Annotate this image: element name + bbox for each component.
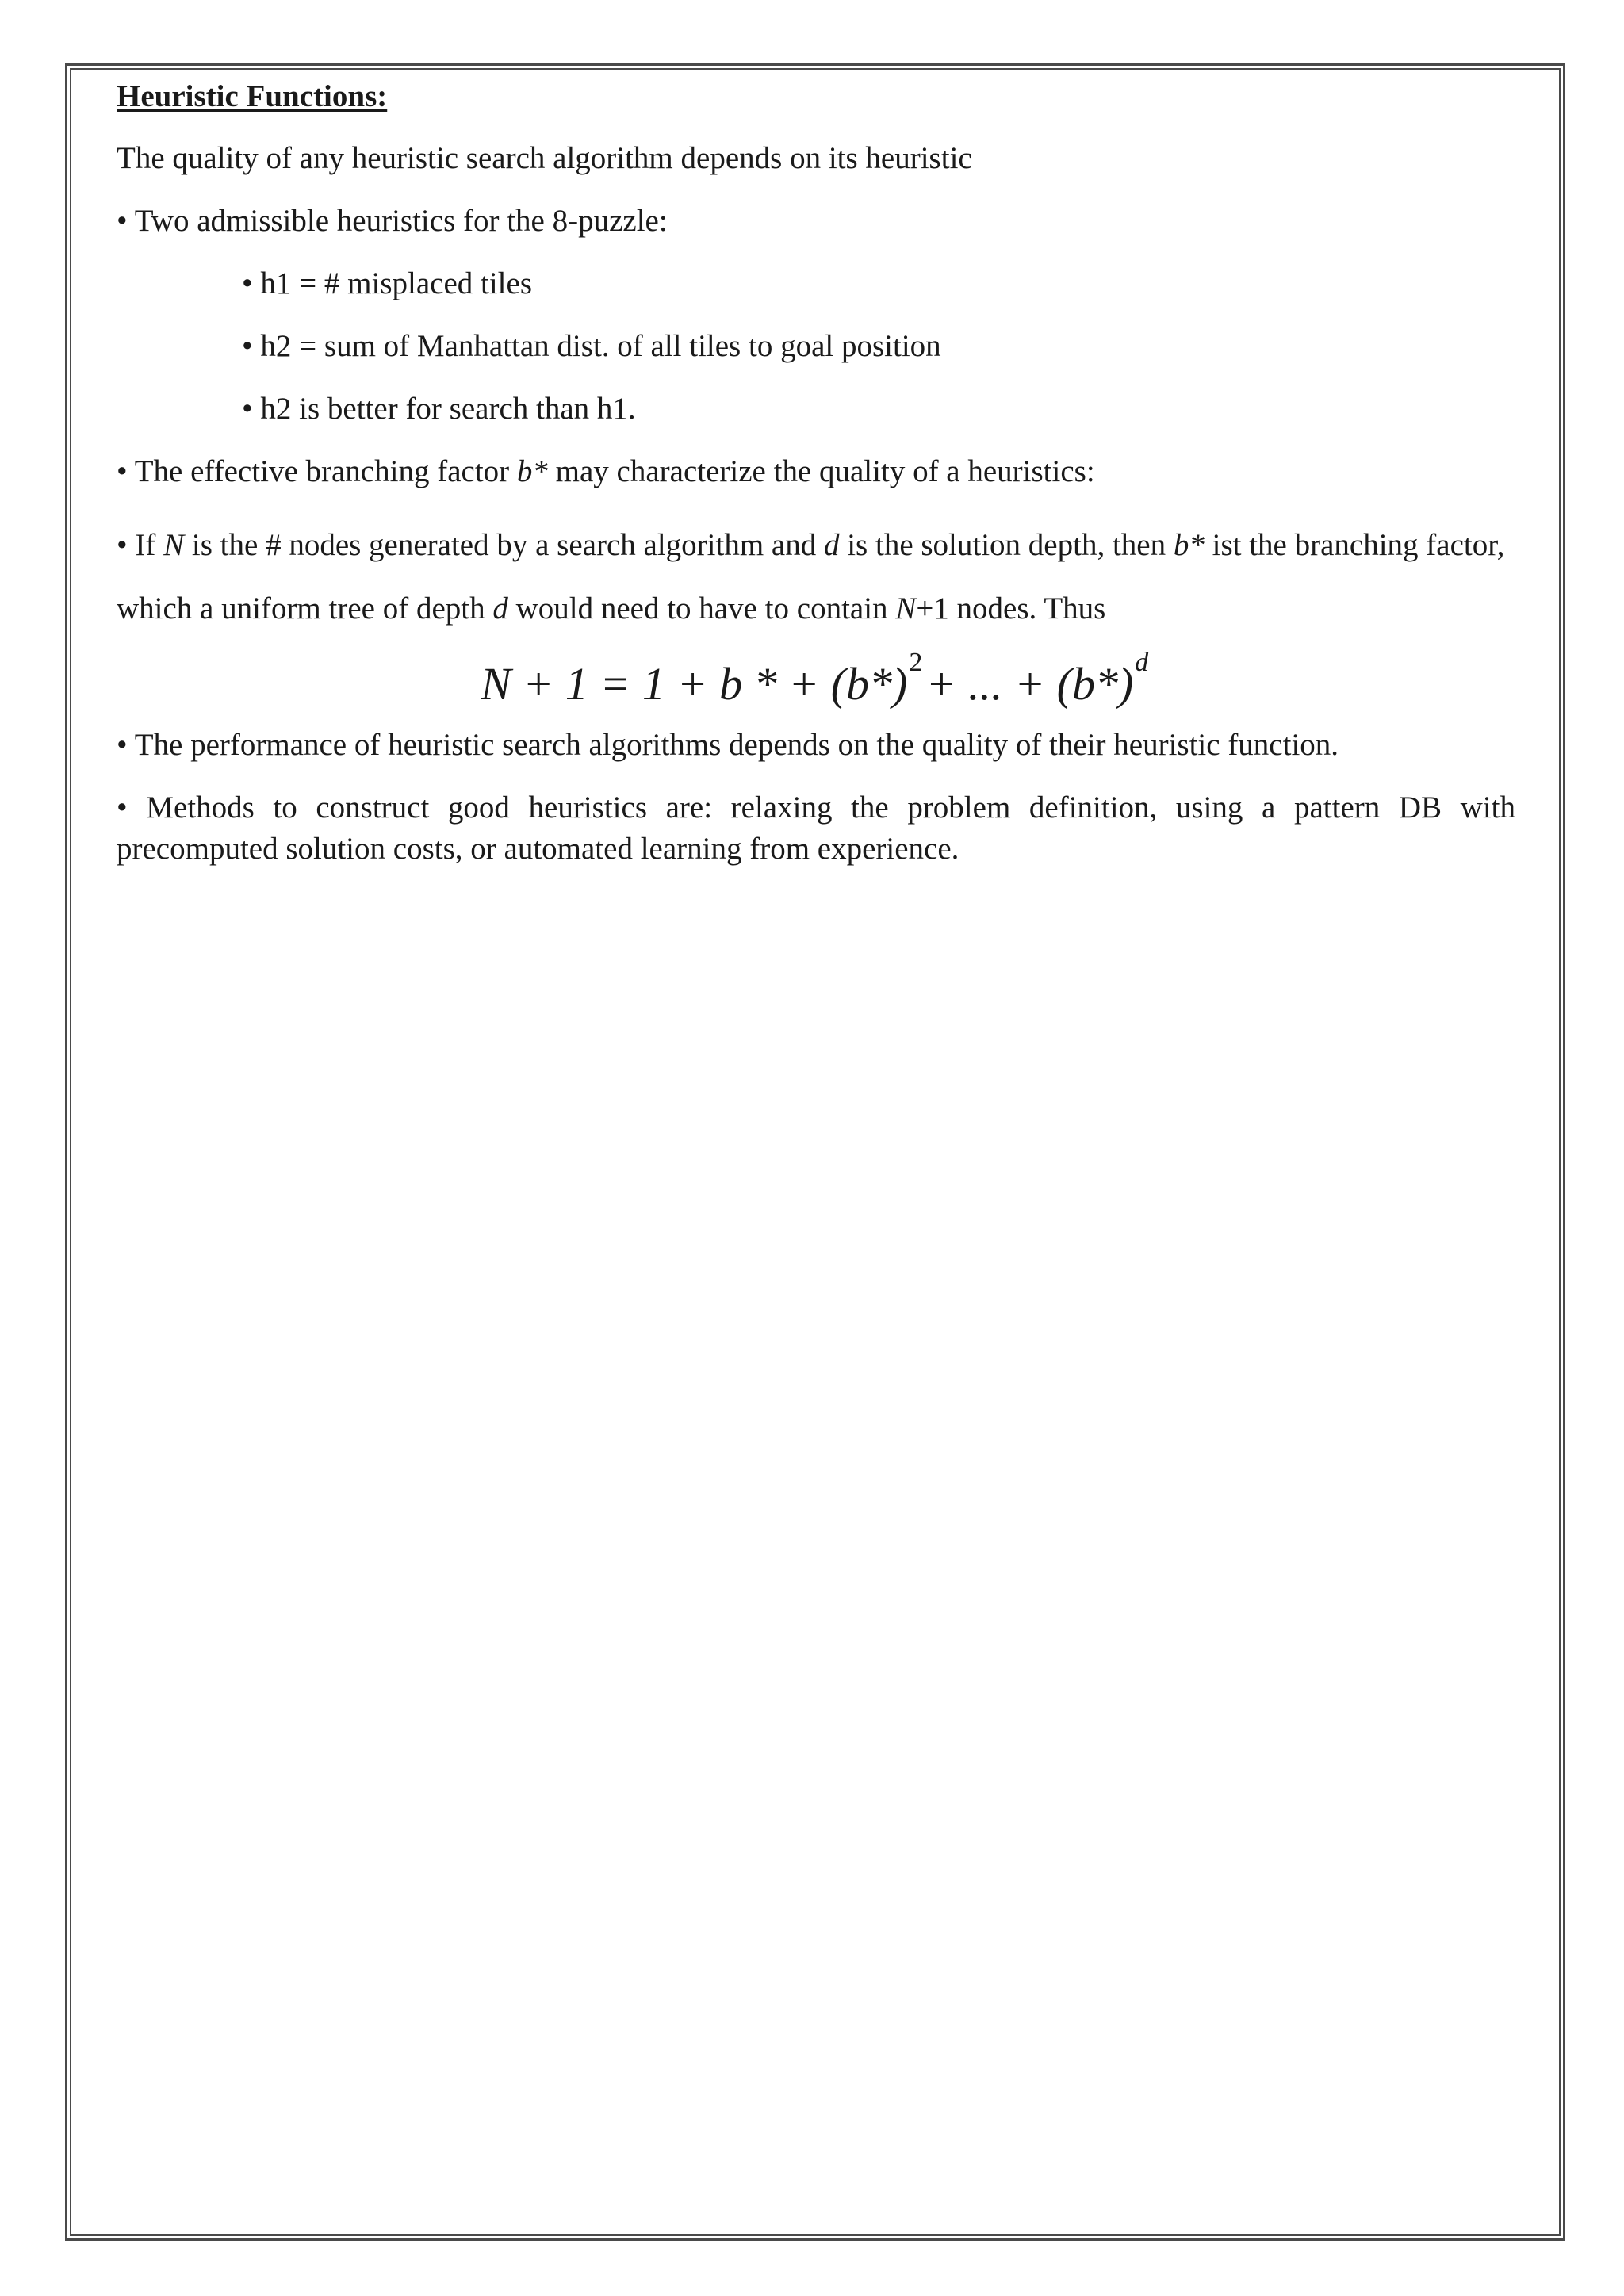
if-var-n: N: [163, 528, 185, 562]
bullet-performance: • The performance of heuristic search algorithms depends on the quality of their heuristic function.: [117, 728, 1339, 762]
if-text-1: • If: [117, 528, 164, 562]
sub-bullet-h2-better: • h2 is better for search than h1.: [242, 392, 636, 426]
if-var-d: d: [823, 528, 840, 562]
section-heading: Heuristic Functions:: [117, 79, 388, 113]
bullet-two-heuristics: • Two admissible heuristics for the 8-puzzle:: [117, 204, 668, 238]
formula-svg: [481, 652, 1152, 709]
if-text-3: is the solution depth, then: [839, 528, 1174, 562]
formula-mid: + ... + (b*): [925, 658, 1133, 709]
branching-formula: [117, 652, 1515, 709]
if-var-n2: N: [895, 591, 917, 626]
if-var-b: b*: [1173, 528, 1205, 562]
bullet-branching-factor: [117, 451, 1515, 492]
if-var-d2: d: [492, 591, 508, 626]
branching-prefix: • The effective branching factor: [117, 454, 517, 488]
if-text-4: ist the branching factor, which a uniform tree of depth: [117, 528, 1505, 626]
if-text-6: +1 nodes. Thus: [916, 591, 1106, 626]
branching-suffix: may characterize the quality of a heuristics:: [547, 454, 1095, 488]
formula-exp-2: 2: [908, 652, 922, 677]
branching-var: b*: [516, 454, 548, 488]
intro-paragraph: The quality of any heuristic search algorithm depends on its heuristic: [117, 141, 972, 175]
sub-bullet-h1: • h1 = # misplaced tiles: [242, 266, 533, 300]
if-text-2: is the # nodes generated by a search algorithm and: [184, 528, 824, 562]
formula-lhs: N + 1 = 1 + b * + (b*): [480, 658, 907, 709]
sub-bullet-h2: • h2 = sum of Manhattan dist. of all tiles to goal position: [242, 329, 941, 363]
bullet-if-n: [117, 514, 1515, 641]
document-body: [117, 76, 1515, 870]
formula-exp-d: d: [1134, 652, 1148, 677]
if-text-5: would need to have to contain: [508, 591, 896, 626]
bullet-methods: • Methods to construct good heuristics are: relaxing the problem definition, using a pattern DB with precomputed solution costs, or automated learning from experience.: [117, 790, 1515, 866]
